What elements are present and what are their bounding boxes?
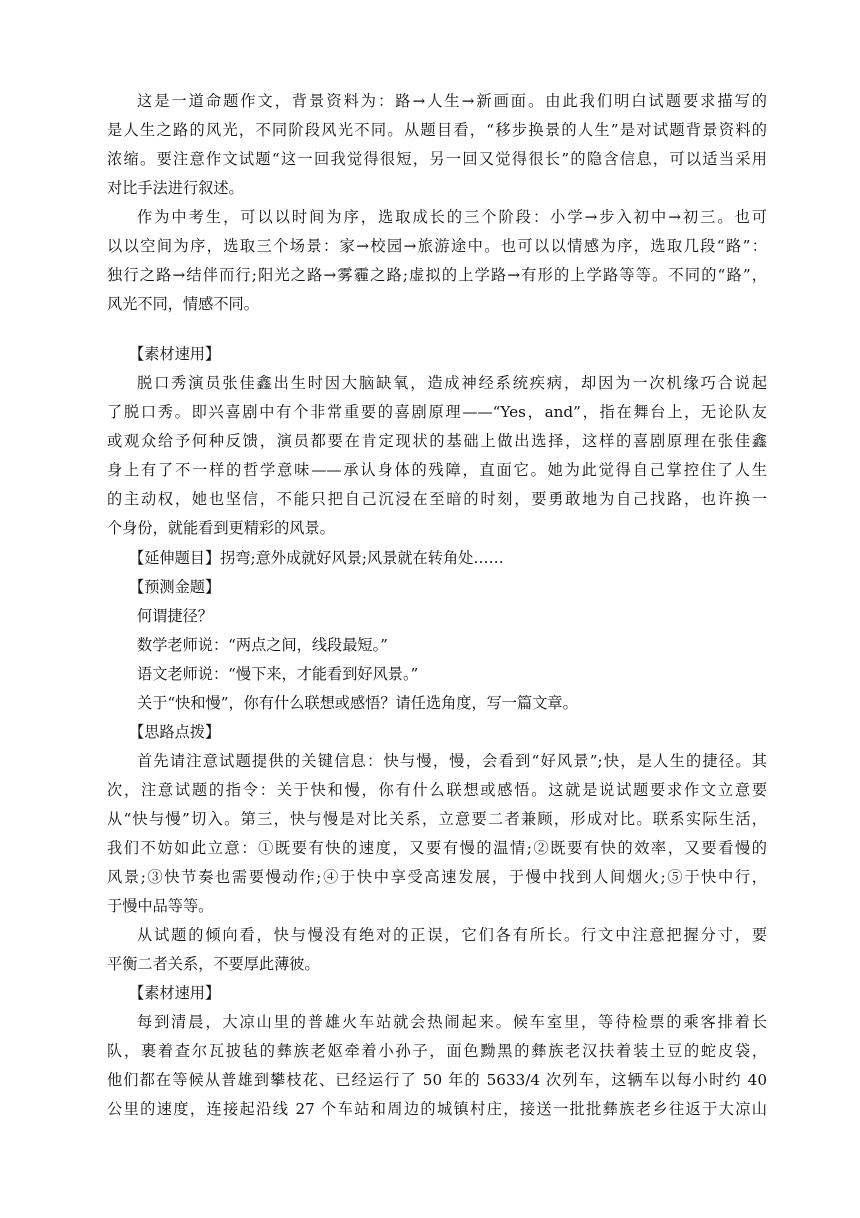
text-line: 风光不同，情感不同。: [107, 295, 259, 313]
text-line: 数学老师说：“两点之间，线段最短。”: [137, 636, 388, 654]
text-line: 语文老师说：“慢下来，才能看到好风景。”: [137, 665, 419, 683]
text-line: 作为中考生，可以以时间为序，选取成长的三个阶段：小学→步入初中→初三。也可: [137, 208, 767, 226]
text-line: 关于“快和慢”，你有什么联想或感悟？请任选角度，写一篇文章。: [137, 694, 578, 712]
text-line: 这是一道命题作文，背景资料为：路→人生→新画面。由此我们明白试题要求描写的: [137, 92, 767, 110]
text-line: 何谓捷径？: [137, 607, 213, 625]
text-line: 浓缩。要注意作文试题“这一回我觉得很短，另一回又觉得很长”的隐含信息，可以适当采用: [107, 150, 767, 168]
text-line: 了脱口秀。即兴喜剧中有个非常重要的喜剧原理——“Yes，and”，指在舞台上，无论队友: [107, 403, 767, 421]
text-line: 每到清晨，大凉山里的普雄火车站就会热闹起来。候车室里，等待检票的乘客排着长: [137, 1013, 767, 1031]
text-line: 平衡二者关系，不要厚此薄彼。: [107, 955, 320, 973]
section-heading: 【素材速用】: [129, 345, 221, 363]
text-line: 对比手法进行叙述。: [107, 179, 244, 197]
text-line: 的主动权，她也坚信，不能只把自己沉浸在至暗的时刻，要勇敢地为自己找路，也许换一: [107, 490, 767, 508]
text-line: 从试题的倾向看，快与慢没有绝对的正误，它们各有所长。行文中注意把握分寸，要: [137, 926, 767, 944]
section-heading: 【思路点拨】: [129, 723, 221, 741]
text-line: 脱口秀演员张佳鑫出生时因大脑缺氧，造成神经系统疾病，却因为一次机缘巧合说起: [137, 374, 767, 392]
text-line: 身上有了不一样的哲学意味——承认身体的残障，直面它。她为此觉得自己掌控住了人生: [107, 461, 767, 479]
text-line: 风景;③快节奏也需要慢动作;④于快中享受高速发展，于慢中找到人间烟火;⑤于快中行，: [107, 868, 767, 886]
text-line: 从“快与慢”切入。第三，快与慢是对比关系，立意要二者兼顾，形成对比。联系实际生活，: [107, 810, 767, 828]
text-line: 或观众给予何种反馈，演员都要在肯定现状的基础上做出选择，这样的喜剧原理在张佳鑫: [107, 432, 767, 450]
text-line: 队，裹着查尔瓦披毡的彝族老妪牵着小孙子，面色黝黑的彝族老汉扶着装土豆的蛇皮袋，: [107, 1042, 767, 1060]
text-line: 次，注意试题的指令：关于快和慢，你有什么联想或感悟。这就是说试题要求作文立意要: [107, 781, 767, 799]
text-line: 以以空间为序，选取三个场景：家→校园→旅游途中。也可以以情感为序，选取几段“路”：: [107, 237, 767, 255]
section-heading: 【延伸题目】拐弯;意外成就好风景;风景就在转角处……: [129, 549, 504, 567]
text-line: 于慢中品等等。: [107, 897, 214, 915]
text-line: 独行之路→结伴而行;阳光之路→雾霾之路;虚拟的上学路→有形的上学路等等。不同的“路”，: [107, 266, 767, 284]
text-line: 他们都在等候从普雄到攀枝花、已经运行了 50 年的 5633/4 次列车，这辆车以每小时约 40: [107, 1071, 767, 1089]
text-line: 公里的速度，连接起沿线 27 个车站和周边的城镇村庄，接送一批批彝族老乡往返于大凉山: [107, 1100, 767, 1118]
text-line: 首先请注意试题提供的关键信息：快与慢，慢，会看到“好风景”;快，是人生的捷径。其: [137, 752, 767, 770]
section-heading: 【素材速用】: [129, 984, 221, 1002]
text-line: 我们不妨如此立意：①既要有快的速度，又要有慢的温情;②既要有快的效率，又要看慢的: [107, 839, 767, 857]
text-line: 是人生之路的风光，不同阶段风光不同。从题目看，“移步换景的人生”是对试题背景资料的: [107, 121, 767, 139]
section-heading: 【预测金题】: [129, 578, 221, 596]
text-line: 个身份，就能看到更精彩的风景。: [107, 519, 335, 537]
